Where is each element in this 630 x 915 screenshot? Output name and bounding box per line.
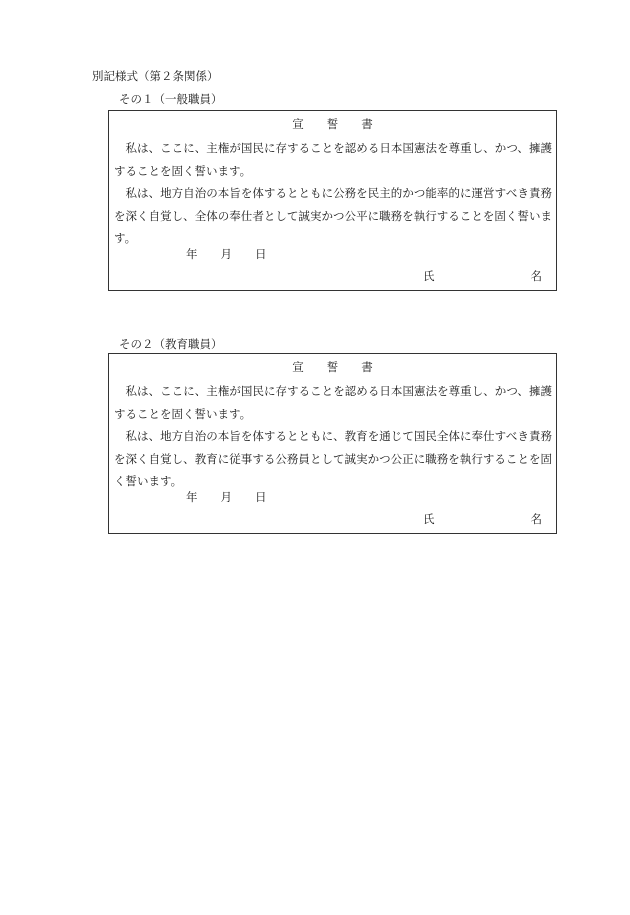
date-line: 年 月 日 xyxy=(186,247,267,261)
section-label-education: その２（教育職員） xyxy=(119,337,223,351)
oath-paragraph-1: 私は、ここに、主権が国民に存することを認める日本国憲法を尊重し、かつ、擁護することを固く誓います。 xyxy=(114,141,552,178)
oath-paragraph-2: 私は、地方自治の本旨を体するとともに公務を民主的かつ能率的に運営すべき責務を深く自覚し、全体の奉仕者として誠実かつ公平に職務を執行することを固く誓います。 xyxy=(114,186,552,245)
name-line xyxy=(423,511,542,527)
name-label-given: 名 xyxy=(530,269,542,283)
oath-paragraph-1: 私は、ここに、主権が国民に存することを認める日本国憲法を尊重し、かつ、擁護することを固く誓います。 xyxy=(114,384,552,421)
oath-paragraph-2: 私は、地方自治の本旨を体するとともに、教育を通じて国民全体に奉仕すべき責務を深く自覚し、教育に従事する公務員として誠実かつ公正に職務を執行することを固く誓います。 xyxy=(114,429,552,488)
oath-title: 宣 誓 書 xyxy=(292,117,373,131)
section-label-general: その１（一般職員） xyxy=(119,92,223,106)
date-line: 年 月 日 xyxy=(186,490,267,504)
document-heading: 別記様式（第２条関係） xyxy=(92,69,219,83)
name-line xyxy=(423,268,542,284)
oath-box-general xyxy=(108,110,557,291)
name-label-surname: 氏 xyxy=(423,512,435,526)
name-label-surname: 氏 xyxy=(423,269,435,283)
name-label-given: 名 xyxy=(530,512,542,526)
oath-box-education xyxy=(108,353,557,534)
oath-title: 宣 誓 書 xyxy=(292,360,373,374)
